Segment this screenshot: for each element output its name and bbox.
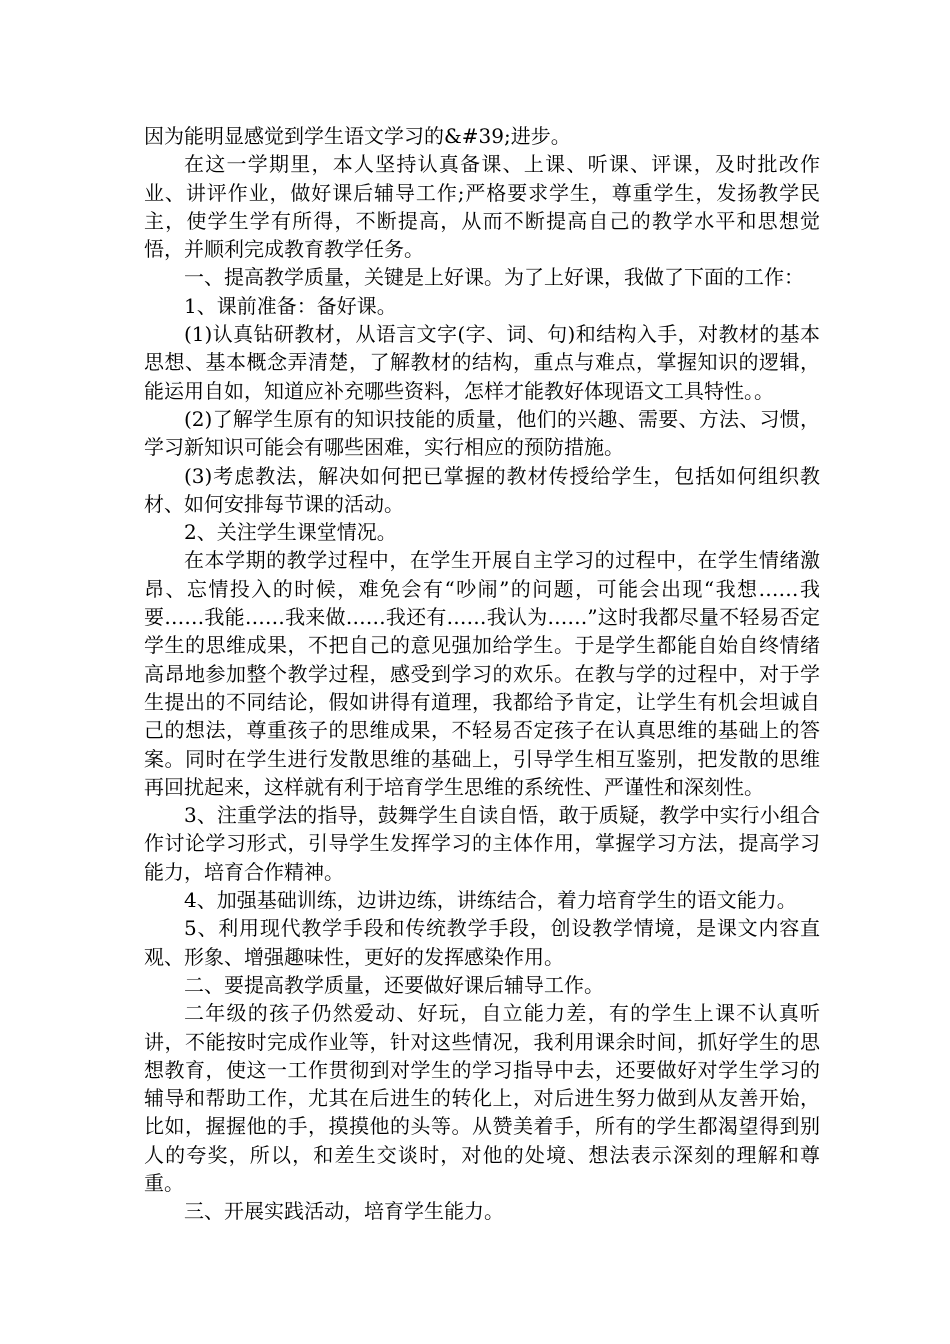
paragraph: (1)认真钻研教材，从语言文字(字、词、句)和结构入手，对教材的基本思想、基本概念弄清楚，了解教材的结构，重点与难点，掌握知识的逻辑，能运用自如，知道应补充哪些资料，怎样才能教好体现语文工具特性。。	[144, 322, 820, 403]
paragraph: 5、利用现代教学手段和传统教学手段，创设教学情境，是课文内容直观、形象、增强趣味性，更好的发挥感染作用。	[144, 916, 820, 969]
paragraph: (2)了解学生原有的知识技能的质量，他们的兴趣、需要、方法、习惯，学习新知识可能会有哪些困难，实行相应的预防措施。	[144, 406, 820, 460]
paragraph: 4、加强基础训练，边讲边练，讲练结合，着力培育学生的语文能力。	[184, 888, 797, 913]
paragraph: 1、课前准备：备好课。	[184, 293, 397, 318]
paragraph: 2、关注学生课堂情况。	[184, 520, 397, 545]
paragraph: 二年级的孩子仍然爱动、好玩，自立能力差，有的学生上课不认真听讲，不能按时完成作业等，针对这些情况，我利用课余时间，抓好学生的思想教育，使这一工作贯彻到对学生的学习指导中去，还要做好对学生学习的辅导和帮助工作，尤其在后进生的转化上，对后进生努力做到从友善开始，比如，握握他的手，摸摸他的头等。从赞美着手，所有的学生都渴望得到别人的夸奖，所以，和差生交谈时，对他的处境、想法表示深刻的理解和尊重。	[144, 1001, 820, 1195]
paragraph: 三、开展实践活动，培育学生能力。	[184, 1199, 504, 1224]
paragraph: 一、提高教学质量，关键是上好课。为了上好课，我做了下面的工作：	[184, 265, 804, 290]
document-body	[144, 122, 820, 1226]
paragraph: 在本学期的教学过程中，在学生开展自主学习的过程中，在学生情绪激昂、忘情投入的时候，难免会有“吵闹”的问题，可能会出现“我想……我要……我能……我来做……我还有……我认为……”这时我都尽量不轻易否定学生的思维成果，不把自己的意见强加给学生。于是学生都能自始自终情绪高昂地参加整个教学过程，感受到学习的欢乐。在教与学的过程中，对于学生提出的不同结论，假如讲得有道理，我都给予肯定，让学生有机会坦诚自己的想法，尊重孩子的思维成果，不轻易否定孩子在认真思维的基础上的答案。同时在学生进行发散思维的基础上，引导学生相互鉴别，把发散的思维再回扰起来，这样就有利于培育学生思维的系统性、严谨性和深刻性。	[144, 548, 820, 799]
paragraph: 因为能明显感觉到学生语文学习的&#39;进步。	[144, 124, 571, 148]
paragraph: 3、注重学法的指导，鼓舞学生自读自悟，敢于质疑，教学中实行小组合作讨论学习形式，引导学生发挥学习的主体作用，掌握学习方法，提高学习能力，培育合作精神。	[144, 803, 820, 884]
paragraph: (3)考虑教法，解决如何把已掌握的教材传授给学生，包括如何组织教材、如何安排每节课的活动。	[144, 463, 820, 516]
paragraph: 二、要提高教学质量，还要做好课后辅导工作。	[184, 972, 604, 997]
paragraph: 在这一学期里，本人坚持认真备课、上课、听课、评课，及时批改作业、讲评作业，做好课后辅导工作;严格要求学生，尊重学生，发扬教学民主，使学生学有所得，不断提高，从而不断提高自己的教学水平和思想觉悟，并顺利完成教育教学任务。	[144, 152, 820, 262]
